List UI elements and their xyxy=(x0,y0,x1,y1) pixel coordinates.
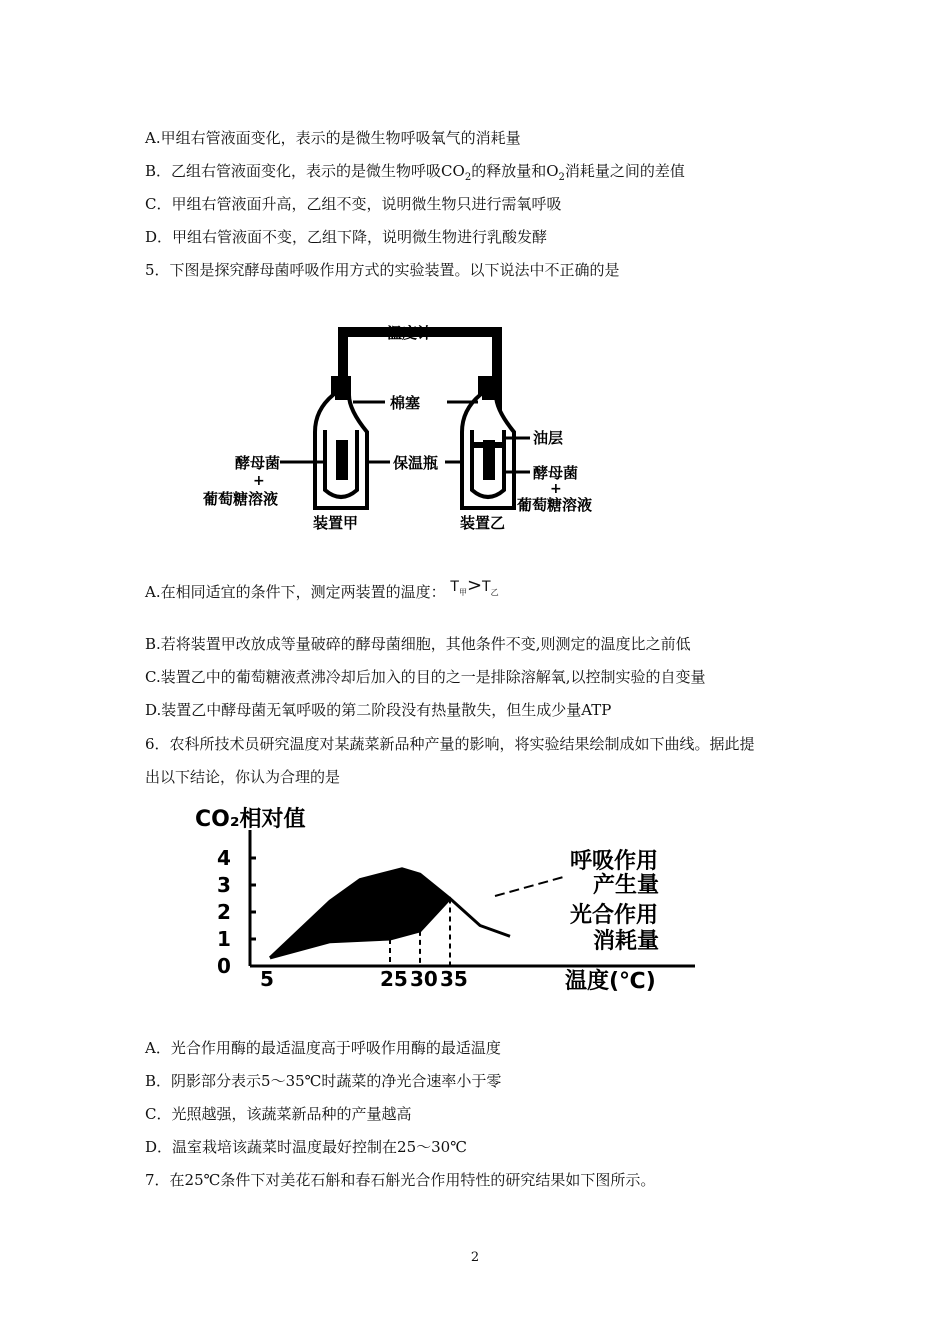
label-yeast-left: 酵母菌 xyxy=(235,454,281,472)
chart-y-tick-2: 2 xyxy=(217,900,231,924)
chart-y-tick-1: 1 xyxy=(217,927,231,951)
photo-label-1: 光合作用 xyxy=(570,903,659,928)
chart-shaded-region xyxy=(270,869,450,958)
chart-x-tick-35: 35 xyxy=(440,967,468,991)
formula-s1: 甲 xyxy=(458,587,467,597)
q4-o: O xyxy=(546,162,559,180)
resp-label-1: 呼吸作用 xyxy=(570,849,659,874)
q7-stem: 7．在25℃条件下对美花石斛和春石斛光合作用特性的研究结果如下图所示。 xyxy=(145,1171,656,1189)
q4-option-a: A.甲组右管液面变化，表示的是微生物呼吸氧气的消耗量 xyxy=(145,129,521,147)
chart-x-tick-5: 5 xyxy=(260,967,274,991)
chart-x-tick-25: 25 xyxy=(380,967,408,991)
chart-y-tick-0: 0 xyxy=(217,954,231,978)
label-glucose-right: 葡萄糖溶液 xyxy=(517,496,593,514)
label-plus-left: + xyxy=(253,473,265,489)
label-stopper: 棉塞 xyxy=(390,394,421,412)
q5-option-a-text: A.在相同适宜的条件下，测定两装置的温度： xyxy=(145,583,446,601)
q5-option-d: D.装置乙中酵母菌无氧呼吸的第二阶段没有热量散失，但生成少量ATP xyxy=(145,701,612,719)
q6-stem-line1: 6．农科所技术员研究温度对某蔬菜新品种产量的影响，将实验结果绘制成如下曲线。据此提 xyxy=(145,735,755,753)
q4-co-sub: 2 xyxy=(464,172,472,183)
chart-y-tick-4: 4 xyxy=(217,846,231,870)
chart-x-label: 温度(℃) xyxy=(565,969,656,994)
label-thermometer: 温度计 xyxy=(387,324,433,342)
photo-label-2: 消耗量 xyxy=(593,929,660,954)
q4-option-b-pre: B．乙组右管液面变化，表示的是微生物呼吸 xyxy=(145,162,442,180)
q4-option-b xyxy=(145,161,685,188)
q5-stem: 5．下图是探究酵母菌呼吸作用方式的实验装置。以下说法中不正确的是 xyxy=(145,261,620,279)
q5-option-b: B.若将装置甲改放成等量破碎的酵母菌细胞，其他条件不变,则测定的温度比之前低 xyxy=(145,635,691,653)
q5-formula xyxy=(450,575,499,597)
resp-leader-line xyxy=(495,876,567,896)
q4-option-d: D．甲组右管液面不变，乙组下降，说明微生物进行乳酸发酵 xyxy=(145,228,548,246)
label-plus-right: + xyxy=(550,481,562,497)
resp-label-2: 产生量 xyxy=(593,873,660,898)
yeast-apparatus-figure xyxy=(195,320,635,535)
chart-y-tick-3: 3 xyxy=(217,873,231,897)
label-device-b: 装置乙 xyxy=(460,514,506,532)
q4-o-sub: 2 xyxy=(558,172,565,183)
page-number: 2 xyxy=(470,1250,480,1265)
q5-option-c: C.装置乙中的葡萄糖液煮沸冷却后加入的目的之一是排除溶解氧,以控制实验的自变量 xyxy=(145,668,706,686)
label-device-a: 装置甲 xyxy=(313,514,359,532)
label-seal: 油层 xyxy=(533,429,564,447)
q4-option-c: C．甲组右管液面升高，乙组不变，说明微生物只进行需氧呼吸 xyxy=(145,195,562,213)
label-yeast-right: 酵母菌 xyxy=(533,464,579,482)
q4-co: CO xyxy=(441,162,465,180)
formula-op: > xyxy=(466,575,483,596)
q6-option-a: A．光合作用酶的最适温度高于呼吸作用酶的最适温度 xyxy=(145,1039,501,1057)
q4-option-b-post: 消耗量之间的差值 xyxy=(564,162,685,180)
q4-option-b-mid: 的释放量和 xyxy=(471,162,547,180)
formula-t1: T xyxy=(450,579,459,595)
label-insulation: 保温瓶 xyxy=(393,454,439,472)
q6-option-b: B．阴影部分表示5～35℃时蔬菜的净光合速率小于零 xyxy=(145,1072,502,1090)
formula-t2: T xyxy=(482,579,491,595)
q6-option-d: D．温室栽培该蔬菜时温度最好控制在25～30℃ xyxy=(145,1138,467,1156)
label-glucose-left: 葡萄糖溶液 xyxy=(203,490,279,508)
q6-option-c: C．光照越强，该蔬菜新品种的产量越高 xyxy=(145,1105,412,1123)
chart-x-tick-30: 30 xyxy=(410,967,438,991)
formula-s2: 乙 xyxy=(490,587,499,597)
q6-stem-line2: 出以下结论，你认为合理的是 xyxy=(145,768,341,786)
co2-temperature-chart xyxy=(195,800,715,1000)
chart-title: CO₂相对值 xyxy=(195,807,306,832)
q5-option-a xyxy=(145,575,499,609)
